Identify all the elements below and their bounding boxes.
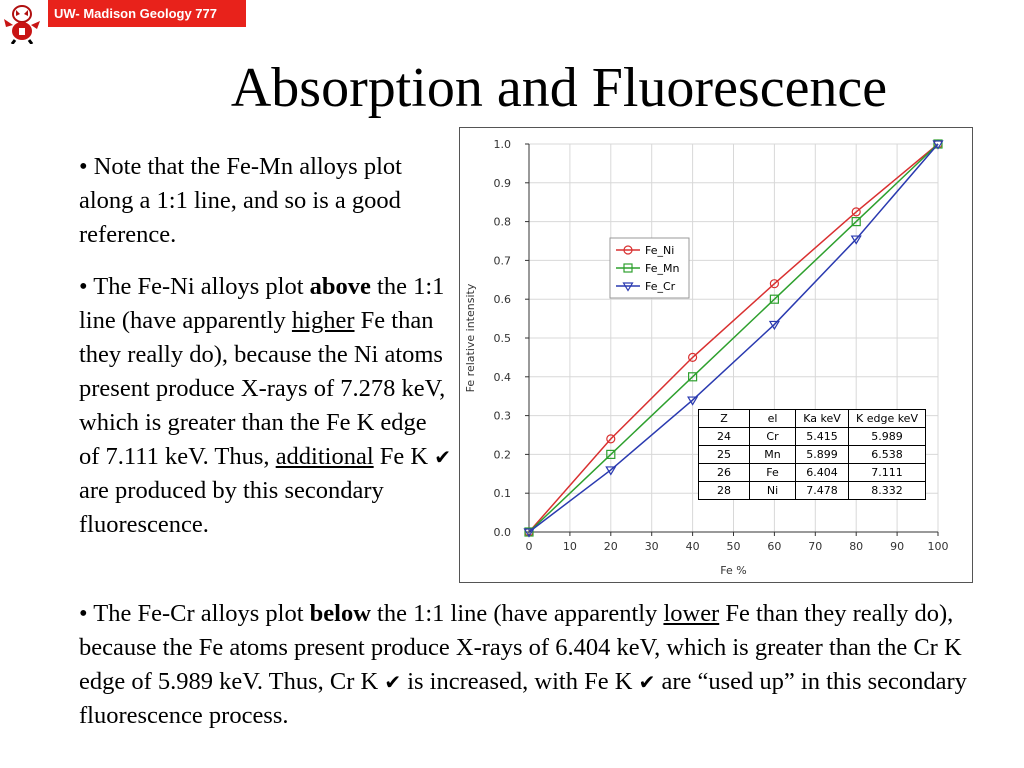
badger-logo [0,0,44,44]
y-tick-label: 1.0 [493,138,511,151]
x-tick-label: 0 [525,540,533,553]
table-cell: Fe [750,464,796,482]
slide-title: Absorption and Fluorescence [230,57,888,119]
y-tick-label: 0.2 [493,448,511,462]
table-header-row [699,410,926,428]
bullet-fe-ni-underline2: additional [275,443,374,470]
y-tick-label: 0.7 [493,254,511,268]
table-cell: 5.899 [796,446,849,464]
y-tick-label: 0.3 [493,409,511,423]
bullet-fe-ni-mid2: Fe than they really do), because the Ni atoms present produce X-rays of 7.278 keV, which is greater than the Fe K edge of 7.111 keV. Thus, [79,307,446,470]
badger-logo-icon [0,0,44,44]
bullet-fe-ni-mid1: the 1:1 line (have apparently [79,273,445,334]
element-energy-table [698,409,926,500]
table-header-kedge: K edge keV [849,410,926,428]
x-axis-label: Fe % [720,564,747,577]
bullet-fe-cr-mid2: Fe than they really do), because the Fe atoms present produce X-rays of 6.404 keV, which is greater than the Cr K edge of 5.989 keV. Thus, Cr K [79,600,962,695]
bullet-fe-ni-mid3: Fe K [373,443,429,470]
table-cell: 5.989 [849,428,926,446]
x-tick-label: 10 [562,540,577,553]
legend-label: Fe_Ni [645,244,675,257]
x-tick-label: 20 [603,540,618,553]
table-cell: Mn [750,446,796,464]
bullet-fe-mn-bullet: • [79,153,88,180]
x-tick-label: 90 [890,540,905,553]
bullet-fe-cr-tail: are “used up” in this secondary fluorescence process. [79,668,967,729]
course-badge: UW- Madison Geology 777 [48,0,246,27]
x-tick-label: 50 [726,540,741,553]
table-header-z: Z [699,410,750,428]
table-row [699,482,926,500]
x-tick-label: 60 [767,540,782,553]
intensity-chart [459,127,973,583]
legend-label: Fe_Mn [645,262,680,275]
bullet-fe-ni-tail: are produced by this secondary fluorescence. [79,477,384,538]
bullet-fe-cr-lead: • The Fe-Cr alloys plot [79,600,310,627]
legend-label: Fe_Cr [645,280,676,293]
table-cell: 6.404 [796,464,849,482]
x-tick-label: 40 [685,540,700,553]
table-cell: 8.332 [849,482,926,500]
table-cell: 6.538 [849,446,926,464]
bullet-fe-ni-underline1: higher [291,307,355,334]
table-row [699,428,926,446]
bullet-fe-cr-bold: below [309,600,371,627]
y-tick-label: 0.0 [493,526,511,539]
bullet-fe-cr [79,597,994,733]
table-cell: 7.111 [849,464,926,482]
y-tick-label: 0.1 [493,487,511,501]
y-tick-label: 0.8 [493,215,511,229]
table-cell: 7.478 [796,482,849,500]
y-tick-label: 0.9 [493,176,511,190]
table-cell: Ni [750,482,796,500]
x-tick-label: 30 [644,540,659,553]
bullet-fe-ni-lead: • The Fe-Ni alloys plot [79,273,310,300]
table-cell: 24 [699,428,750,446]
check-icon: ✔ [434,445,452,469]
x-tick-label: 100 [927,540,949,553]
check-icon: ✔ [384,670,402,694]
y-tick-label: 0.5 [493,332,511,345]
bullet-fe-cr-mid1: the 1:1 line (have apparently [370,600,664,627]
table-header-el: el [750,410,796,428]
bullet-fe-mn-text: Note that the Fe-Mn alloys plot along a 1:1 line, and so is a good reference. [79,153,402,248]
table-cell: Cr [750,428,796,446]
intensity-chart-svg [460,128,972,582]
table-cell: 5.415 [796,428,849,446]
table-row [699,446,926,464]
bullet-fe-ni-bold: above [309,273,371,300]
table-header-ka: Ka keV [796,410,849,428]
table-cell: 25 [699,446,750,464]
bullet-fe-mn [79,150,451,252]
y-tick-label: 0.4 [493,370,511,384]
table-cell: 28 [699,482,750,500]
bullet-fe-ni [79,270,451,542]
bullet-fe-cr-mid3: is increased, with Fe K [401,668,633,695]
y-axis-label: Fe relative intensity [464,283,477,393]
table-row [699,464,926,482]
bullet-fe-cr-underline: lower [663,600,720,627]
table-cell: 26 [699,464,750,482]
x-tick-label: 80 [849,540,864,553]
y-tick-label: 0.6 [493,293,511,307]
check-icon: ✔ [638,670,656,694]
x-tick-label: 70 [808,540,823,553]
